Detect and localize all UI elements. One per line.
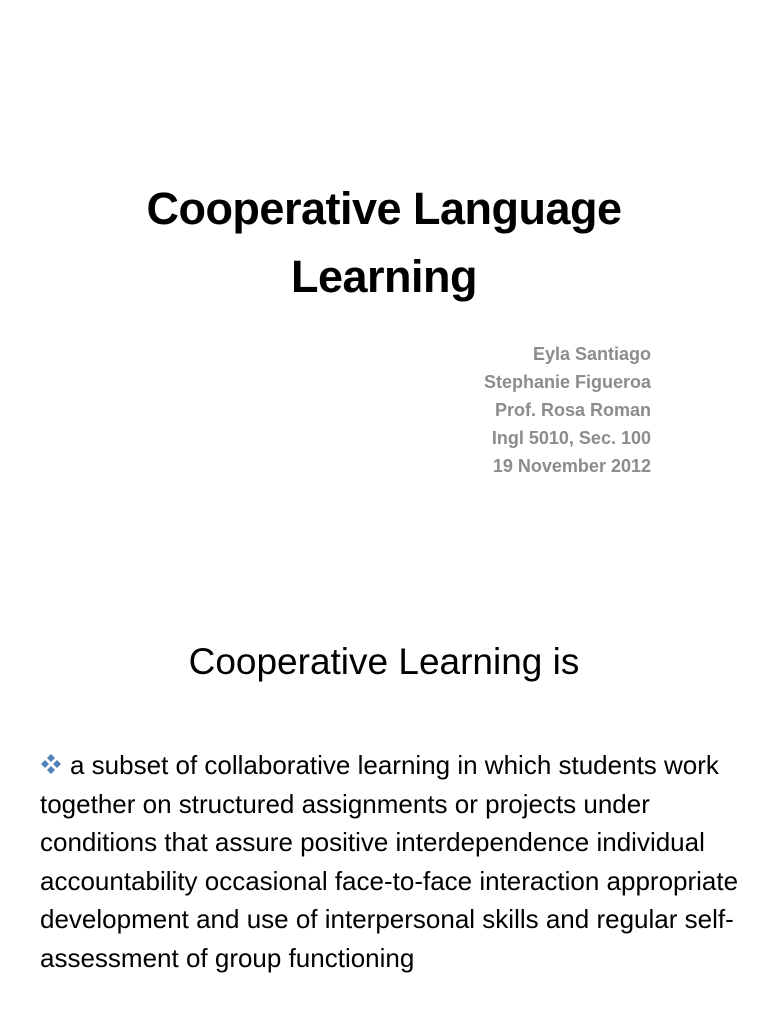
course: Ingl 5010, Sec. 100 (491, 428, 651, 448)
content-slide (0, 576, 768, 1024)
slide-title (60, 175, 708, 311)
bullet-paragraph (40, 746, 740, 977)
slide-heading: Cooperative Learning is (188, 641, 580, 682)
slide-title-line-2: Learning (290, 251, 478, 302)
slide-subtitle (484, 340, 651, 480)
professor: Prof. Rosa Roman (494, 400, 651, 420)
date: 19 November 2012 (492, 456, 651, 476)
bullet-text: a subset of collaborative learning in which students work together on structured assignments or projects under conditions that assure positive interdependence individual accountability occasional face-to-face interaction appropriate development and use of interpersonal skills and regular self-assessment of group functioning (40, 750, 739, 973)
four-diamond-bullet-icon (40, 753, 62, 775)
slide-title-line-1: Cooperative Language (146, 183, 622, 234)
author-1: Eyla Santiago (532, 344, 651, 364)
author-2: Stephanie Figueroa (483, 372, 651, 392)
